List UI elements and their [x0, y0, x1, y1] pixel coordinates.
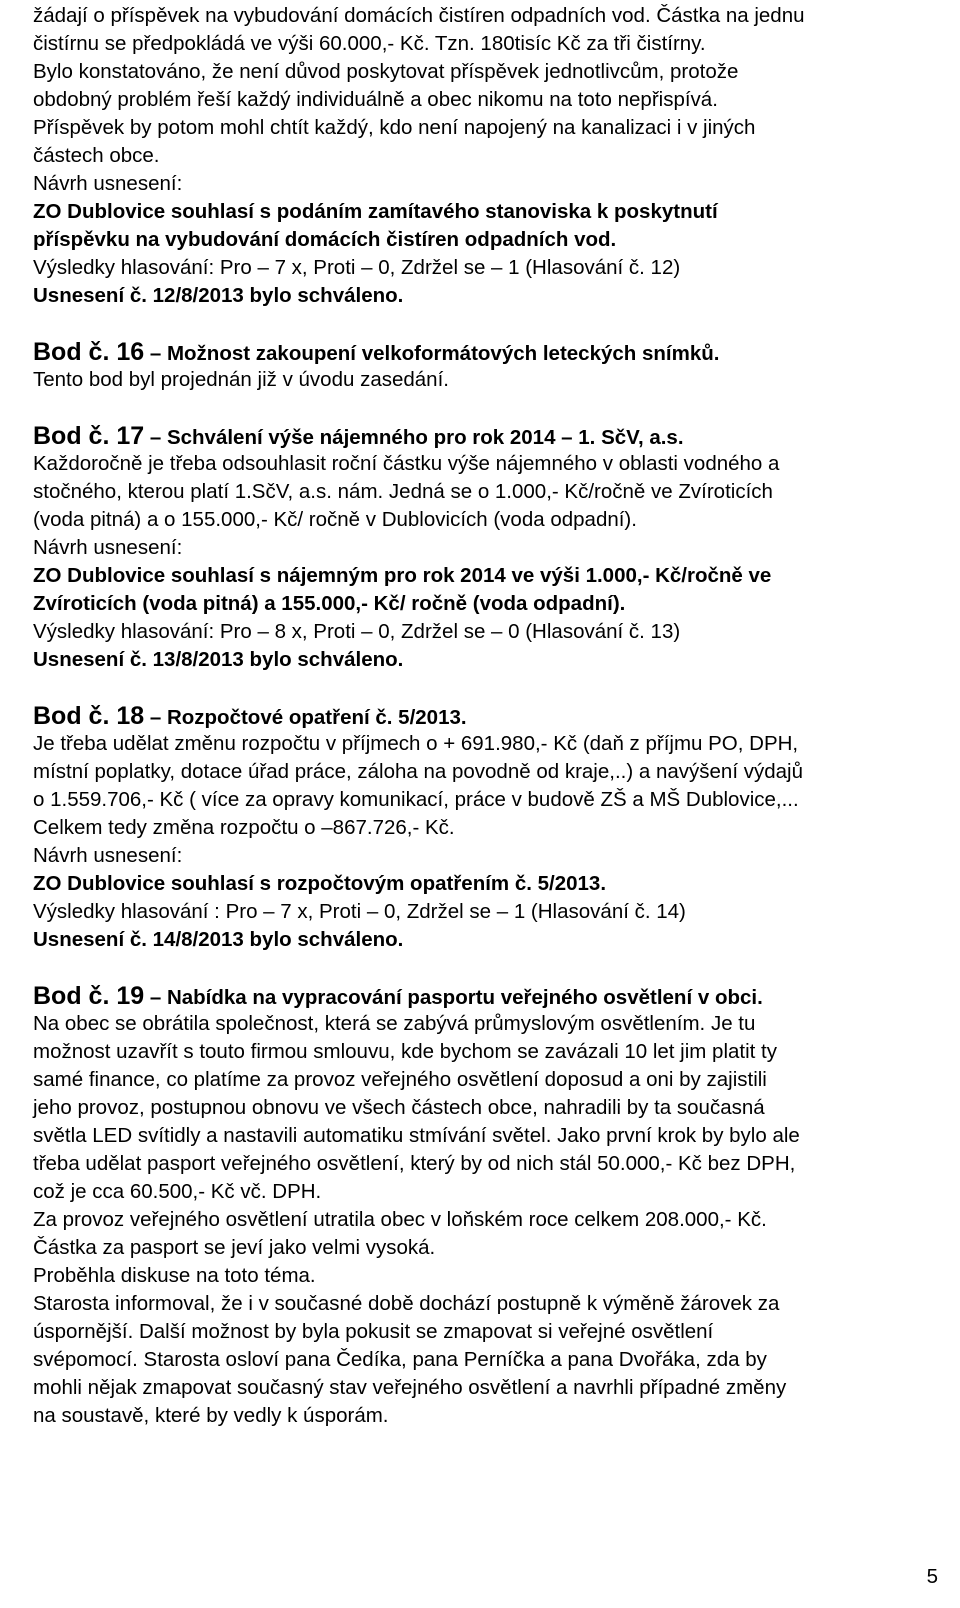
text-line: žádají o příspěvek na vybudování domácích čistíren odpadních vod. Částka na jednu	[33, 4, 805, 27]
text-line: světla LED svítidly a nastavili automatiku stmívání světel. Jako první krok by bylo ale	[33, 1124, 800, 1147]
text-line: Výsledky hlasování : Pro – 7 x, Proti – 0, Zdržel se – 1 (Hlasování č. 14)	[33, 900, 686, 923]
agenda-item-heading	[33, 422, 684, 452]
text-line: Návrh usnesení:	[33, 172, 183, 195]
page-number: 5	[926, 1565, 938, 1588]
agenda-item-heading	[33, 702, 467, 732]
text-line: (voda pitná) a o 155.000,- Kč/ ročně v Dublovicích (voda odpadní).	[33, 508, 637, 531]
text-line: Částka za pasport se jeví jako velmi vysoká.	[33, 1236, 436, 1259]
agenda-item-number: Bod č. 17	[33, 422, 145, 450]
bold-text-line: Usnesení č. 13/8/2013 bylo schváleno.	[33, 648, 404, 671]
text-line: Každoročně je třeba odsouhlasit roční částku výše nájemného v oblasti vodného a	[33, 452, 780, 475]
text-line: Návrh usnesení:	[33, 844, 183, 867]
text-line: Výsledky hlasování: Pro – 8 x, Proti – 0, Zdržel se – 0 (Hlasování č. 13)	[33, 620, 681, 643]
text-line: úspornější. Další možnost by byla pokusit se zmapovat si veřejné osvětlení	[33, 1320, 714, 1343]
text-line: místní poplatky, dotace úřad práce, záloha na povodně od kraje,..) a navýšení výdajů	[33, 760, 803, 783]
agenda-item-title: – Nabídka na vypracování pasportu veřejného osvětlení v obci.	[144, 986, 763, 1009]
text-line: Tento bod byl projednán již v úvodu zasedání.	[33, 368, 449, 391]
text-line: Návrh usnesení:	[33, 536, 183, 559]
text-line: Za provoz veřejného osvětlení utratila obec v loňském roce celkem 208.000,- Kč.	[33, 1208, 767, 1231]
text-line: Bylo konstatováno, že není důvod poskytovat příspěvek jednotlivcům, protože	[33, 60, 739, 83]
text-line: což je cca 60.500,- Kč vč. DPH.	[33, 1180, 322, 1203]
agenda-item-title: – Možnost zakoupení velkoformátových leteckých snímků.	[144, 342, 720, 365]
text-line: možnost uzavřít s touto firmou smlouvu, kde bychom se zavázali 10 let jim platit ty	[33, 1040, 777, 1063]
text-line: o 1.559.706,- Kč ( více za opravy komunikací, práce v budově ZŠ a MŠ Dublovice,...	[33, 788, 799, 811]
agenda-item-number: Bod č. 18	[33, 702, 145, 730]
text-line: čistírnu se předpokládá ve výši 60.000,- Kč. Tzn. 180tisíc Kč za tři čistírny.	[33, 32, 706, 55]
text-line: jeho provoz, postupnou obnovu ve všech částech obce, nahradili by ta současná	[33, 1096, 765, 1119]
agenda-item-title: – Rozpočtové opatření č. 5/2013.	[144, 706, 467, 729]
bold-text-line: ZO Dublovice souhlasí s nájemným pro rok 2014 ve výši 1.000,- Kč/ročně ve	[33, 564, 772, 587]
text-line: mohli nějak zmapovat současný stav veřejného osvětlení a navrhli případné změny	[33, 1376, 787, 1399]
text-line: obdobný problém řeší každý individuálně a obec nikomu na toto nepřispívá.	[33, 88, 718, 111]
text-line: Na obec se obrátila společnost, která se zabývá průmyslovým osvětlením. Je tu	[33, 1012, 756, 1035]
bold-text-line: ZO Dublovice souhlasí s podáním zamítavého stanoviska k poskytnutí	[33, 200, 718, 223]
agenda-item-heading	[33, 982, 763, 1012]
text-line: Je třeba udělat změnu rozpočtu v příjmech o + 691.980,- Kč (daň z příjmu PO, DPH,	[33, 732, 799, 755]
bold-text-line: příspěvku na vybudování domácích čistíren odpadních vod.	[33, 228, 617, 251]
bold-text-line: Usnesení č. 14/8/2013 bylo schváleno.	[33, 928, 404, 951]
text-line: stočného, kterou platí 1.SčV, a.s. nám. Jedná se o 1.000,- Kč/ročně ve Zvíroticích	[33, 480, 773, 503]
text-line: Výsledky hlasování: Pro – 7 x, Proti – 0, Zdržel se – 1 (Hlasování č. 12)	[33, 256, 681, 279]
agenda-item-number: Bod č. 19	[33, 982, 145, 1010]
text-line: třeba udělat pasport veřejného osvětlení, který by od nich stál 50.000,- Kč bez DPH,	[33, 1152, 796, 1175]
bold-text-line: Zvíroticích (voda pitná) a 155.000,- Kč/ ročně (voda odpadní).	[33, 592, 626, 615]
text-line: Příspěvek by potom mohl chtít každý, kdo není napojený na kanalizaci i v jiných	[33, 116, 756, 139]
text-line: částech obce.	[33, 144, 160, 167]
agenda-item-title: – Schválení výše nájemného pro rok 2014 – 1. SčV, a.s.	[144, 426, 684, 449]
agenda-item-heading	[33, 338, 719, 368]
bold-text-line: ZO Dublovice souhlasí s rozpočtovým opatřením č. 5/2013.	[33, 872, 607, 895]
text-line: Proběhla diskuse na toto téma.	[33, 1264, 316, 1287]
bold-text-line: Usnesení č. 12/8/2013 bylo schváleno.	[33, 284, 404, 307]
text-line: svépomocí. Starosta osloví pana Čedíka, pana Perníčka a pana Dvořáka, zda by	[33, 1348, 767, 1371]
text-line: na soustavě, které by vedly k úsporám.	[33, 1404, 389, 1427]
text-line: samé finance, co platíme za provoz veřejného osvětlení doposud a oni by zajistili	[33, 1068, 767, 1091]
text-line: Starosta informoval, že i v současné době dochází postupně k výměně žárovek za	[33, 1292, 780, 1315]
agenda-item-number: Bod č. 16	[33, 338, 145, 366]
text-line: Celkem tedy změna rozpočtu o –867.726,- Kč.	[33, 816, 455, 839]
